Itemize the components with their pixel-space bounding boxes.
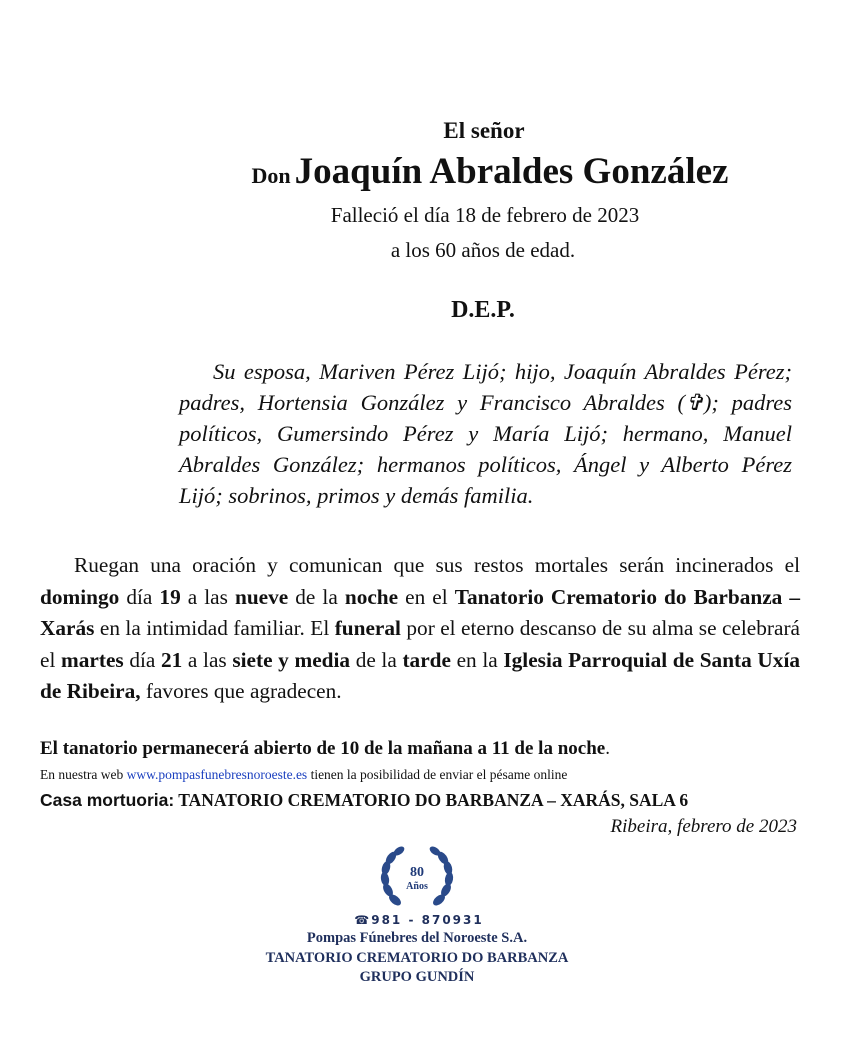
honorific: Don <box>251 163 291 188</box>
text-segment: Ruegan una oración y comunican que sus restos mortales serán incinerados el <box>74 553 800 577</box>
dep-label: D.E.P. <box>451 297 515 323</box>
text-segment: día <box>123 647 161 672</box>
web-suffix: tienen la posibilidad de enviar el pésame online <box>307 767 568 782</box>
casa-mortuoria <box>40 790 820 811</box>
text-segment: por el eterno descanso de su alma se celebrará el <box>40 616 800 672</box>
casa-value: TANATORIO CREMATORIO DO BARBANZA – XARÁS, SALA 6 <box>174 790 689 810</box>
tanatorio-name: TANATORIO CREMATORIO DO BARBANZA <box>265 950 569 966</box>
company-name: Pompas Fúnebres del Noroeste S.A. <box>306 930 528 946</box>
casa-label: Casa mortuoria: <box>40 790 175 810</box>
funeral-word: funeral <box>334 616 401 640</box>
text-segment: de la <box>350 647 403 672</box>
text-segment: en la intimidad familiar. El <box>94 616 335 640</box>
hour: nueve <box>234 584 289 609</box>
anniversary-logo <box>375 842 459 914</box>
text-segment: en el <box>398 584 455 609</box>
deceased-name: Joaquín Abraldes González <box>294 151 729 192</box>
laurel-wreath-icon <box>375 842 459 914</box>
announcement-paragraph <box>40 550 800 708</box>
day-name: domingo <box>40 584 120 609</box>
text-segment: a las <box>180 584 235 609</box>
age-line: a los 60 años de edad. <box>390 238 576 262</box>
church-name: Iglesia Parroquial de Santa Uxía de Ribeira, <box>40 647 801 703</box>
website-link[interactable]: www.pompasfunebresnoroeste.es <box>126 767 308 782</box>
place-date: Ribeira, febrero de 2023 <box>610 816 797 837</box>
phone-icon: ☎ <box>354 913 370 927</box>
funeral-day-number: 21 <box>161 647 183 672</box>
opening-hours-end: . <box>605 738 610 759</box>
group-name: GRUPO GUNDÍN <box>359 969 475 985</box>
phone-line <box>0 913 838 927</box>
title-el-senor: El señor <box>443 118 525 143</box>
deceased-name-line <box>0 150 849 193</box>
text-segment: a las <box>182 647 233 672</box>
phone-number[interactable]: 981 - 870931 <box>371 913 484 927</box>
crematorium-name: Tanatorio Crematorio do Barbanza – Xarás <box>40 584 801 640</box>
funeral-hour: siete y media <box>232 647 351 672</box>
web-prefix: En nuestra web <box>40 767 127 782</box>
family-paragraph: Su esposa, Mariven Pérez Lijó; hijo, Joaquín Abraldes Pérez; padres, Hortensia González y Francisco Abraldes (✞); padres políticos, Gumersindo Pérez y María Lijó; hermano, Manuel Abraldes González; hermanos políticos, Ángel y Alberto Pérez Lijó; sobrinos, primos y demás familia. <box>179 359 792 508</box>
logo-word: Años <box>406 881 428 892</box>
death-date: Falleció el día 18 de febrero de 2023 <box>330 203 640 227</box>
text-segment: en la <box>450 647 504 672</box>
funeral-day-name: martes <box>61 647 124 672</box>
logo-number: 80 <box>410 865 424 880</box>
text-segment: favores que agradecen. <box>140 679 342 703</box>
text-segment: de la <box>288 584 345 609</box>
time-of-day: noche <box>344 584 399 609</box>
web-line <box>40 767 820 783</box>
text-segment: día <box>119 584 160 609</box>
opening-hours <box>40 738 820 760</box>
opening-hours-text: El tanatorio permanecerá abierto de 10 de la mañana a 11 de la noche <box>40 738 606 759</box>
day-number: 19 <box>159 584 181 609</box>
funeral-time-of-day: tarde <box>402 647 451 672</box>
